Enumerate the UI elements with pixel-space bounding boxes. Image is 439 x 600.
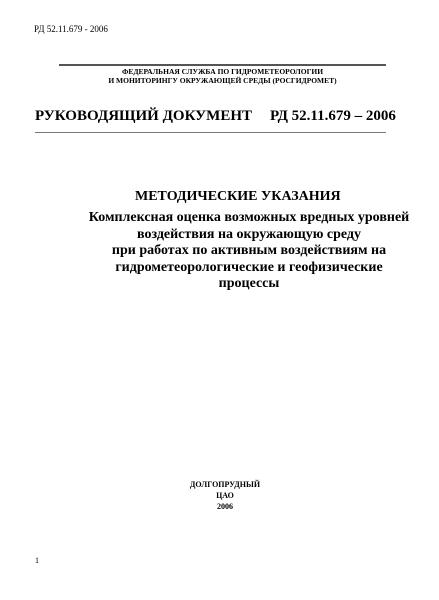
document-type-label: РУКОВОДЯЩИЙ ДОКУМЕНТ: [35, 108, 253, 124]
header-doc-code: РД 52.11.679 - 2006: [34, 24, 108, 34]
document-title-line: гидрометеорологические и геофизические: [115, 259, 383, 275]
document-title-line: Комплексная оценка возможных вредных уровней: [88, 210, 410, 225]
publisher-organization: ЦАО: [216, 491, 234, 500]
document-title-line: процессы: [218, 276, 280, 291]
guidelines-heading: МЕТОДИЧЕСКИЕ УКАЗАНИЯ: [135, 189, 341, 204]
page-number: 1: [35, 556, 39, 565]
agency-name-line-2: И МОНИТОРИНГУ ОКРУЖАЮЩЕЙ СРЕДЫ (РОСГИДРОМЕТ): [108, 76, 337, 85]
document-designation: [35, 107, 396, 125]
agency-name-line-1: ФЕДЕРАЛЬНАЯ СЛУЖБА ПО ГИДРОМЕТЕОРОЛОГИИ: [121, 67, 324, 76]
document-title-line: при работах по активным воздействиям на: [111, 243, 387, 258]
designation-divider: [35, 132, 386, 133]
publication-year: 2006: [217, 502, 233, 511]
document-number: РД 52.11.679 – 2006: [270, 108, 396, 124]
publication-city: ДОЛГОПРУДНЫЙ: [189, 480, 261, 489]
header-divider: [59, 64, 386, 66]
document-title: [60, 210, 438, 293]
document-title-line: воздействия на окружающую среду: [136, 226, 362, 242]
